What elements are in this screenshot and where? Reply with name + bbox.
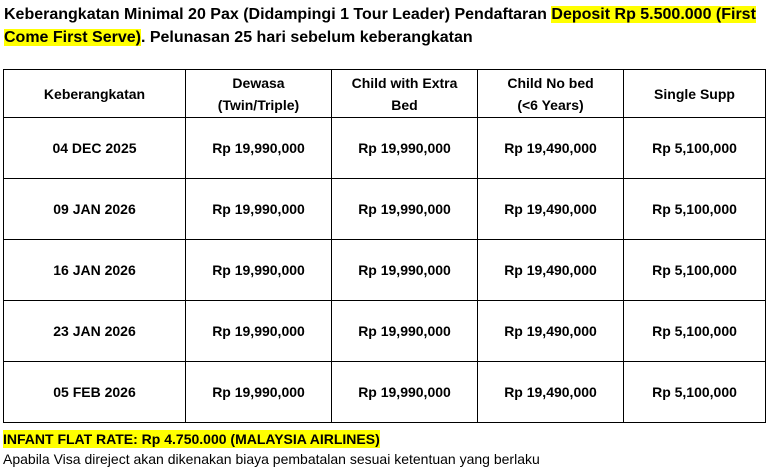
adult-price-cell: Rp 19,990,000 bbox=[186, 362, 332, 423]
table-row bbox=[4, 179, 766, 240]
header-adult-line2: (Twin/Triple) bbox=[217, 96, 300, 113]
header-departure-label: Keberangkatan bbox=[43, 85, 146, 102]
departure-date-cell: 05 FEB 2026 bbox=[4, 362, 186, 423]
header-child-extra-bed bbox=[332, 70, 478, 118]
header-child-extra-bed-line1: Child with Extra bbox=[351, 74, 458, 91]
price-table bbox=[3, 69, 766, 423]
departure-date-cell: 23 JAN 2026 bbox=[4, 301, 186, 362]
registration-intro bbox=[4, 3, 764, 49]
departure-date-cell: 09 JAN 2026 bbox=[4, 179, 186, 240]
header-adult bbox=[186, 70, 332, 118]
deposit-highlight: Deposit Rp 5.500.000 (First Come First Serve) bbox=[4, 6, 756, 46]
adult-price-cell: Rp 19,990,000 bbox=[186, 179, 332, 240]
child-extra-bed-price-cell: Rp 19,990,000 bbox=[332, 179, 478, 240]
single-supp-price-cell: Rp 5,100,000 bbox=[624, 179, 766, 240]
single-supp-price-cell: Rp 5,100,000 bbox=[624, 301, 766, 362]
header-single-supp-label: Single Supp bbox=[654, 85, 735, 102]
child-extra-bed-price-cell: Rp 19,990,000 bbox=[332, 362, 478, 423]
adult-price-cell: Rp 19,990,000 bbox=[186, 240, 332, 301]
child-extra-bed-price-cell: Rp 19,990,000 bbox=[332, 118, 478, 179]
child-extra-bed-price-cell: Rp 19,990,000 bbox=[332, 301, 478, 362]
child-no-bed-price-cell: Rp 19,490,000 bbox=[478, 301, 624, 362]
table-header-row bbox=[4, 70, 766, 118]
departure-date-cell: 16 JAN 2026 bbox=[4, 240, 186, 301]
adult-price-cell: Rp 19,990,000 bbox=[186, 301, 332, 362]
departure-date-cell: 04 DEC 2025 bbox=[4, 118, 186, 179]
single-supp-price-cell: Rp 5,100,000 bbox=[624, 240, 766, 301]
child-extra-bed-price-cell: Rp 19,990,000 bbox=[332, 240, 478, 301]
table-row bbox=[4, 362, 766, 423]
child-no-bed-price-cell: Rp 19,490,000 bbox=[478, 362, 624, 423]
child-no-bed-price-cell: Rp 19,490,000 bbox=[478, 118, 624, 179]
header-child-no-bed bbox=[478, 70, 624, 118]
table-row bbox=[4, 301, 766, 362]
header-departure bbox=[4, 70, 186, 118]
header-child-no-bed-line2: (<6 Years) bbox=[517, 96, 584, 113]
header-child-extra-bed-line2: Bed bbox=[391, 96, 418, 113]
table-row bbox=[4, 118, 766, 179]
intro-text-before: Keberangkatan Minimal 20 Pax (Didampingi 1 Tour Leader) Pendaftaran bbox=[4, 6, 552, 23]
intro-text-after: . Pelunasan 25 hari sebelum keberangkatan bbox=[140, 29, 473, 46]
single-supp-price-cell: Rp 5,100,000 bbox=[624, 118, 766, 179]
single-supp-price-cell: Rp 5,100,000 bbox=[624, 362, 766, 423]
header-single-supp bbox=[624, 70, 766, 118]
child-no-bed-price-cell: Rp 19,490,000 bbox=[478, 179, 624, 240]
header-child-no-bed-line1: Child No bed bbox=[507, 74, 594, 91]
visa-reject-note: Apabila Visa direject akan dikenakan biaya pembatalan sesuai ketentuan yang berlaku bbox=[3, 451, 540, 467]
table-row bbox=[4, 240, 766, 301]
infant-flat-rate: INFANT FLAT RATE: Rp 4.750.000 (MALAYSIA AIRLINES) bbox=[3, 431, 380, 447]
child-no-bed-price-cell: Rp 19,490,000 bbox=[478, 240, 624, 301]
header-adult-line1: Dewasa bbox=[232, 74, 285, 91]
adult-price-cell: Rp 19,990,000 bbox=[186, 118, 332, 179]
